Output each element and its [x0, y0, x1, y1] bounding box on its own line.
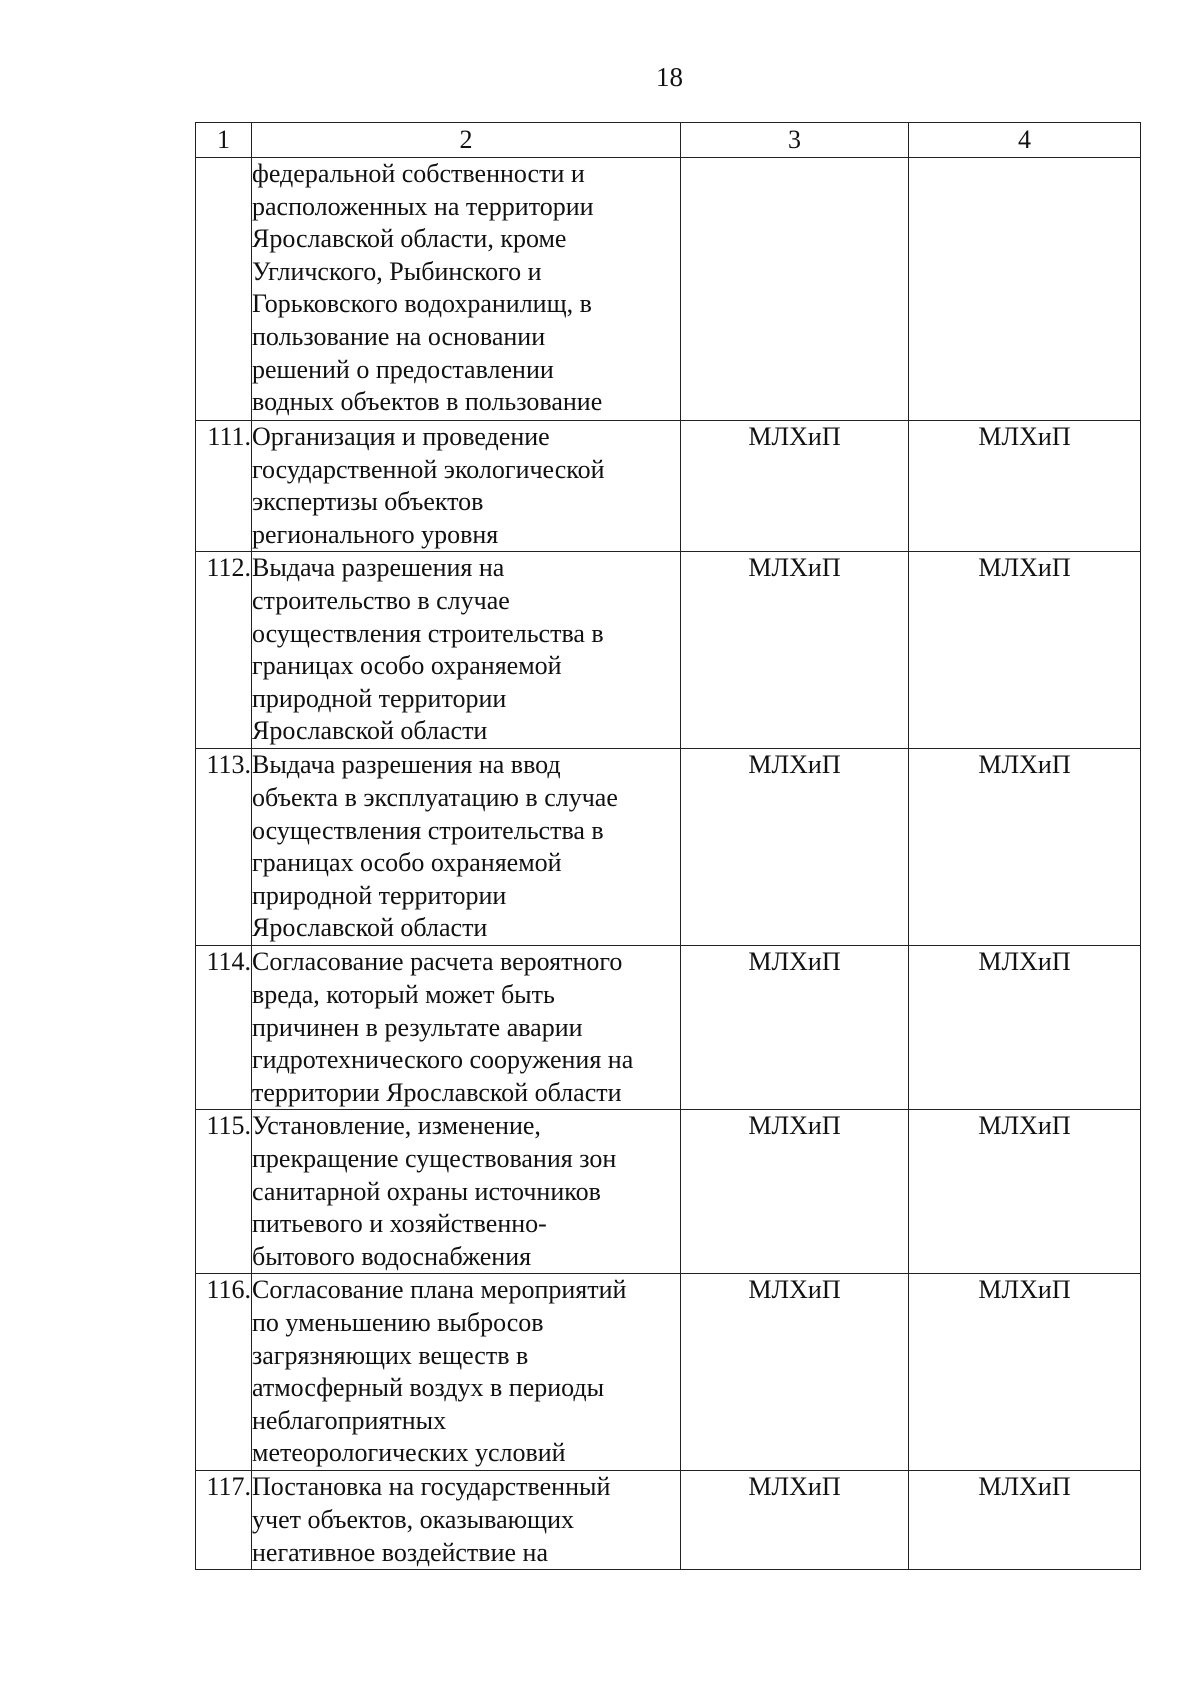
row-executor: МЛХиП: [681, 421, 909, 552]
description-line: гидротехнического сооружения на: [252, 1045, 634, 1075]
description-line: негативное воздействие на: [252, 1537, 548, 1567]
row-description: [252, 1110, 681, 1274]
description-line: учет объектов, оказывающих: [252, 1504, 574, 1534]
description-line: осуществления строительства в: [252, 815, 604, 845]
description-line: Ярославской области, кроме: [252, 224, 567, 254]
document-table: [195, 122, 1141, 1570]
description-line: границах особо охраняемой: [252, 848, 562, 878]
row-description: [252, 552, 681, 749]
description-line: границах особо охраняемой: [252, 651, 562, 681]
description-line: территории Ярославской области: [252, 1077, 622, 1107]
table-row: [196, 1110, 1141, 1274]
description-line: неблагоприятных: [252, 1405, 447, 1435]
description-line: по уменьшению выбросов: [252, 1307, 544, 1337]
row-number: 112.: [196, 552, 252, 749]
row-responsible: [909, 158, 1141, 421]
description-line: Ярославской области: [252, 913, 488, 943]
description-line: пользование на основании: [252, 321, 546, 351]
description-line: расположенных на территории: [252, 191, 594, 221]
row-responsible: МЛХиП: [909, 1274, 1141, 1471]
description-line: объекта в эксплуатацию в случае: [252, 782, 618, 812]
row-number: 113.: [196, 749, 252, 946]
description-line: водных объектов в пользование: [252, 387, 603, 417]
description-line: санитарной охраны источников: [252, 1176, 601, 1206]
row-description: [252, 1471, 681, 1570]
description-line: Организация и проведение: [252, 422, 550, 451]
table-row: [196, 421, 1141, 552]
description-line: природной территории: [252, 880, 507, 910]
description-line: атмосферный воздух в периоды: [252, 1373, 605, 1403]
description-line: государственной экологической: [252, 454, 605, 484]
description-line: Выдача разрешения на ввод: [252, 750, 561, 780]
row-responsible: МЛХиП: [909, 1110, 1141, 1274]
description-line: Постановка на государственный: [252, 1472, 611, 1502]
description-line: Горьковского водохранилищ, в: [252, 289, 592, 319]
column-header-4: 4: [909, 123, 1141, 158]
table-row: [196, 1471, 1141, 1570]
row-responsible: МЛХиП: [909, 552, 1141, 749]
row-executor: МЛХиП: [681, 1274, 909, 1471]
column-header-2: 2: [252, 123, 681, 158]
description-line: природной территории: [252, 683, 507, 713]
row-description: [252, 421, 681, 552]
description-line: осуществления строительства в: [252, 618, 604, 648]
row-executor: МЛХиП: [681, 749, 909, 946]
row-number: [196, 158, 252, 421]
row-executor: МЛХиП: [681, 552, 909, 749]
row-number: 115.: [196, 1110, 252, 1274]
description-line: питьевого и хозяйственно-: [252, 1209, 547, 1239]
row-responsible: МЛХиП: [909, 749, 1141, 946]
row-executor: МЛХиП: [681, 1110, 909, 1274]
description-line: прекращение существования зон: [252, 1143, 617, 1173]
row-number: 116.: [196, 1274, 252, 1471]
row-executor: [681, 158, 909, 421]
row-responsible: МЛХиП: [909, 946, 1141, 1110]
description-line: строительство в случае: [252, 585, 510, 615]
table-row: [196, 552, 1141, 749]
table-row: [196, 1274, 1141, 1471]
table-row: [196, 946, 1141, 1110]
table-row: [196, 158, 1141, 421]
description-line: регионального уровня: [252, 519, 499, 549]
description-line: загрязняющих веществ в: [252, 1340, 529, 1370]
description-line: Установление, изменение,: [252, 1111, 541, 1141]
description-line: Выдача разрешения на: [252, 553, 505, 583]
description-line: решений о предоставлении: [252, 354, 554, 384]
page-number: 18: [656, 62, 683, 92]
row-number: 111.: [196, 421, 252, 552]
description-line: Ярославской области: [252, 716, 488, 746]
description-line: метеорологических условий: [252, 1438, 566, 1468]
description-line: Угличского, Рыбинского и: [252, 256, 542, 286]
row-description: [252, 1274, 681, 1471]
row-number: 114.: [196, 946, 252, 1110]
row-description: [252, 158, 681, 421]
row-description: [252, 749, 681, 946]
row-responsible: МЛХиП: [909, 1471, 1141, 1570]
row-executor: МЛХиП: [681, 1471, 909, 1570]
row-number: 117.: [196, 1471, 252, 1570]
description-line: вреда, который может быть: [252, 979, 555, 1009]
description-line: Согласование расчета вероятного: [252, 947, 623, 977]
description-line: Согласование плана мероприятий: [252, 1275, 627, 1305]
description-line: федеральной собственности и: [252, 159, 585, 188]
description-line: причинен в результате аварии: [252, 1012, 583, 1042]
table-row: [196, 749, 1141, 946]
row-responsible: МЛХиП: [909, 421, 1141, 552]
description-line: экспертизы объектов: [252, 487, 484, 517]
row-executor: МЛХиП: [681, 946, 909, 1110]
row-description: [252, 946, 681, 1110]
table-header-row: [196, 123, 1141, 158]
column-header-1: 1: [196, 123, 252, 158]
column-header-3: 3: [681, 123, 909, 158]
description-line: бытового водоснабжения: [252, 1241, 532, 1271]
